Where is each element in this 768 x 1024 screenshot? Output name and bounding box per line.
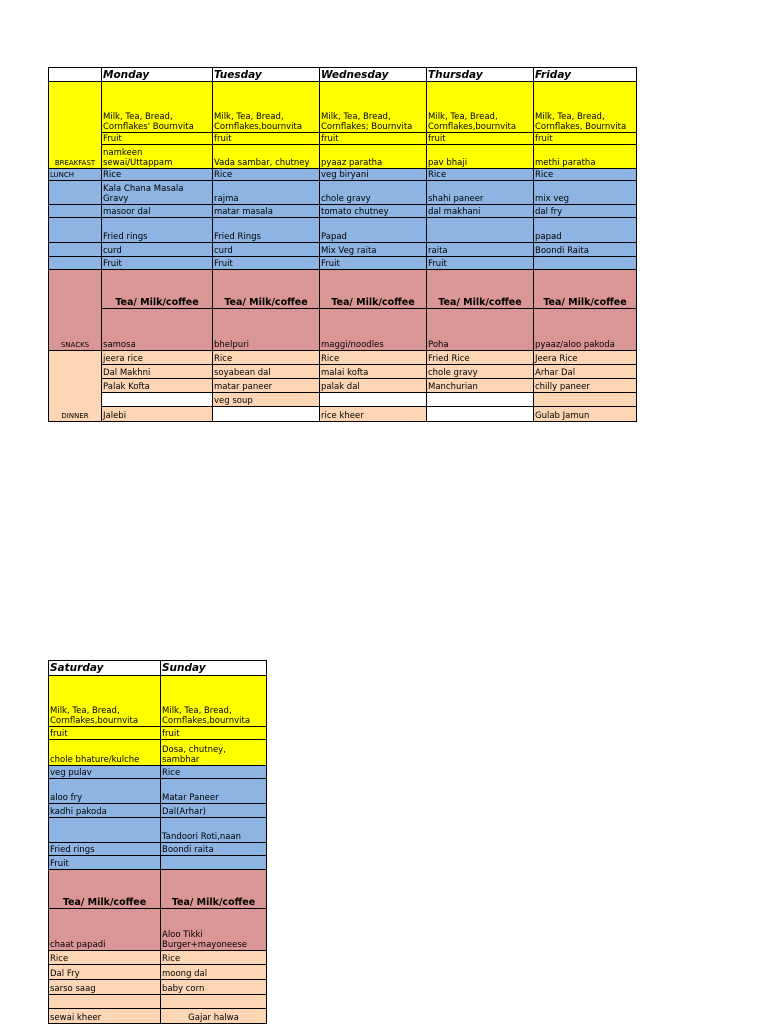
day-header-wednesday: Wednesday <box>320 68 427 82</box>
cell: Palak Kofta <box>102 379 213 393</box>
lunch-row <box>49 205 637 218</box>
cell: rice kheer <box>320 407 427 422</box>
cell: Tea/ Milk/coffee <box>534 270 637 309</box>
lunch-row <box>49 804 267 818</box>
cell <box>161 995 267 1009</box>
weekend-menu-table <box>48 660 267 1024</box>
cell: Tea/ Milk/coffee <box>102 270 213 309</box>
cell: Milk, Tea, Bread, Cornflakes,bournvita <box>49 676 161 727</box>
cell: Fruit <box>427 257 534 270</box>
cell: masoor dal <box>102 205 213 218</box>
cell: samosa <box>102 309 213 351</box>
cell: fruit <box>213 133 320 145</box>
cell <box>161 856 267 870</box>
lunch-row <box>49 818 267 843</box>
cell: Rice <box>427 169 534 181</box>
cell: Dosa, chutney, sambhar <box>161 740 267 766</box>
cell: Rice <box>49 951 161 965</box>
cell: pyaaz/aloo pakoda <box>534 309 637 351</box>
cell: Papad <box>320 218 427 243</box>
cell <box>427 393 534 407</box>
breakfast-row <box>49 676 267 727</box>
empty-label-cell <box>49 181 102 205</box>
cell: Fruit <box>213 257 320 270</box>
cell: Milk, Tea, Bread, Cornflakes; Bournvita <box>320 82 427 133</box>
cell: Vada sambar, chutney <box>213 145 320 169</box>
cell: Arhar Dal <box>534 365 637 379</box>
cell <box>213 407 320 422</box>
cell: Tea/ Milk/coffee <box>320 270 427 309</box>
empty-label-cell <box>49 257 102 270</box>
cell: methi paratha <box>534 145 637 169</box>
cell <box>49 818 161 843</box>
cell: pav bhaji <box>427 145 534 169</box>
snacks-row <box>49 870 267 909</box>
cell: Fruit <box>49 856 161 870</box>
breakfast-row <box>49 727 267 740</box>
lunch-row <box>49 766 267 779</box>
header-row <box>49 68 637 82</box>
empty-label-cell <box>49 205 102 218</box>
cell: veg soup <box>213 393 320 407</box>
cell: Fruit <box>102 257 213 270</box>
cell: chilly paneer <box>534 379 637 393</box>
breakfast-label: BREAKFAST <box>49 82 102 169</box>
cell: Fruit <box>102 133 213 145</box>
cell: Tea/ Milk/coffee <box>213 270 320 309</box>
cell: mix veg <box>534 181 637 205</box>
cell: fruit <box>161 727 267 740</box>
cell: Rice <box>102 169 213 181</box>
cell: fruit <box>427 133 534 145</box>
cell: Rice <box>534 169 637 181</box>
cell <box>427 407 534 422</box>
cell: veg biryani <box>320 169 427 181</box>
cell: chaat papadi <box>49 909 161 951</box>
cell: Boondi raita <box>161 843 267 856</box>
breakfast-row <box>49 133 637 145</box>
lunch-row <box>49 843 267 856</box>
cell: Tandoori Roti,naan <box>161 818 267 843</box>
cell: Milk, Tea, Bread, Cornflakes, Bournvita <box>534 82 637 133</box>
dinner-row <box>49 379 637 393</box>
cell: papad <box>534 218 637 243</box>
dinner-label: DINNER <box>49 351 102 422</box>
cell: Rice <box>161 951 267 965</box>
cell: soyabean dal <box>213 365 320 379</box>
cell: dal fry <box>534 205 637 218</box>
cell: Jalebi <box>102 407 213 422</box>
cell: Aloo Tikki Burger+mayoneese <box>161 909 267 951</box>
cell <box>534 393 637 407</box>
cell: baby corn <box>161 980 267 995</box>
dinner-row <box>49 351 637 365</box>
cell: Tea/ Milk/coffee <box>49 870 161 909</box>
cell: raita <box>427 243 534 257</box>
cell: Tea/ Milk/coffee <box>161 870 267 909</box>
cell: Rice <box>213 169 320 181</box>
lunch-row <box>49 856 267 870</box>
cell: Dal Fry <box>49 965 161 980</box>
day-header-thursday: Thursday <box>427 68 534 82</box>
day-header-friday: Friday <box>534 68 637 82</box>
day-header-sunday: Sunday <box>161 661 267 676</box>
cell <box>427 218 534 243</box>
cell: Milk, Tea, Bread, Cornflakes,bournvita <box>161 676 267 727</box>
snacks-row <box>49 309 637 351</box>
breakfast-row <box>49 740 267 766</box>
cell: rajma <box>213 181 320 205</box>
cell: Dal(Arhar) <box>161 804 267 818</box>
lunch-row <box>49 243 637 257</box>
cell: Fried rings <box>102 218 213 243</box>
cell: pyaaz paratha <box>320 145 427 169</box>
cell: Milk, Tea, Bread, Cornflakes' Bournvita <box>102 82 213 133</box>
lunch-row <box>49 218 637 243</box>
cell: curd <box>102 243 213 257</box>
cell: Gulab Jamun <box>534 407 637 422</box>
dinner-row <box>49 965 267 980</box>
cell: chole gravy <box>427 365 534 379</box>
dinner-row <box>49 1009 267 1024</box>
cell: Jeera Rice <box>534 351 637 365</box>
cell: sarso saag <box>49 980 161 995</box>
cell: bhelpuri <box>213 309 320 351</box>
cell: Rice <box>213 351 320 365</box>
day-header-saturday: Saturday <box>49 661 161 676</box>
lunch-label: LUNCH <box>49 169 102 181</box>
cell: jeera rice <box>102 351 213 365</box>
cell: veg pulav <box>49 766 161 779</box>
dinner-row <box>49 995 267 1009</box>
cell: Rice <box>161 766 267 779</box>
cell: namkeen sewai/Uttappam <box>102 145 213 169</box>
lunch-row <box>49 181 637 205</box>
cell: fruit <box>320 133 427 145</box>
cell: Boondi Raita <box>534 243 637 257</box>
cell <box>49 995 161 1009</box>
cell: matar paneer <box>213 379 320 393</box>
empty-label-cell <box>49 243 102 257</box>
lunch-row <box>49 257 637 270</box>
header-row <box>49 661 267 676</box>
cell: malai kofta <box>320 365 427 379</box>
cell: Kala Chana Masala Gravy <box>102 181 213 205</box>
dinner-row <box>49 365 637 379</box>
cell <box>102 393 213 407</box>
cell: aloo fry <box>49 779 161 804</box>
snacks-row <box>49 909 267 951</box>
cell: sewai kheer <box>49 1009 161 1024</box>
cell: Dal Makhni <box>102 365 213 379</box>
cell: kadhi pakoda <box>49 804 161 818</box>
cell: Mix Veg raita <box>320 243 427 257</box>
cell: Manchurian <box>427 379 534 393</box>
corner-cell <box>49 68 102 82</box>
dinner-row <box>49 393 637 407</box>
breakfast-row <box>49 82 637 133</box>
cell: moong dal <box>161 965 267 980</box>
cell: Fried rings <box>49 843 161 856</box>
cell: Fried Rice <box>427 351 534 365</box>
cell: palak dal <box>320 379 427 393</box>
cell: Rice <box>320 351 427 365</box>
weekday-menu-table <box>48 67 637 422</box>
cell: matar masala <box>213 205 320 218</box>
cell: curd <box>213 243 320 257</box>
cell: fruit <box>534 133 637 145</box>
dinner-row <box>49 407 637 422</box>
cell: Fruit <box>320 257 427 270</box>
lunch-row <box>49 779 267 804</box>
cell: Tea/ Milk/coffee <box>427 270 534 309</box>
cell: chole bhature/kulche <box>49 740 161 766</box>
cell: Fried Rings <box>213 218 320 243</box>
lunch-row <box>49 169 637 181</box>
day-header-tuesday: Tuesday <box>213 68 320 82</box>
cell <box>534 257 637 270</box>
cell: maggi/noodles <box>320 309 427 351</box>
cell: Poha <box>427 309 534 351</box>
cell: chole gravy <box>320 181 427 205</box>
cell: Milk, Tea, Bread, Cornflakes,bournvita <box>427 82 534 133</box>
cell: Matar Paneer <box>161 779 267 804</box>
dinner-row <box>49 980 267 995</box>
cell <box>320 393 427 407</box>
cell: Gajar halwa <box>161 1009 267 1024</box>
dinner-row <box>49 951 267 965</box>
breakfast-row <box>49 145 637 169</box>
cell: shahi paneer <box>427 181 534 205</box>
empty-label-cell <box>49 218 102 243</box>
cell: dal makhani <box>427 205 534 218</box>
cell: tomato chutney <box>320 205 427 218</box>
snacks-row <box>49 270 637 309</box>
cell: Milk, Tea, Bread, Cornflakes,bournvita <box>213 82 320 133</box>
cell: fruit <box>49 727 161 740</box>
snacks-label: SNACKS <box>49 270 102 351</box>
day-header-monday: Monday <box>102 68 213 82</box>
